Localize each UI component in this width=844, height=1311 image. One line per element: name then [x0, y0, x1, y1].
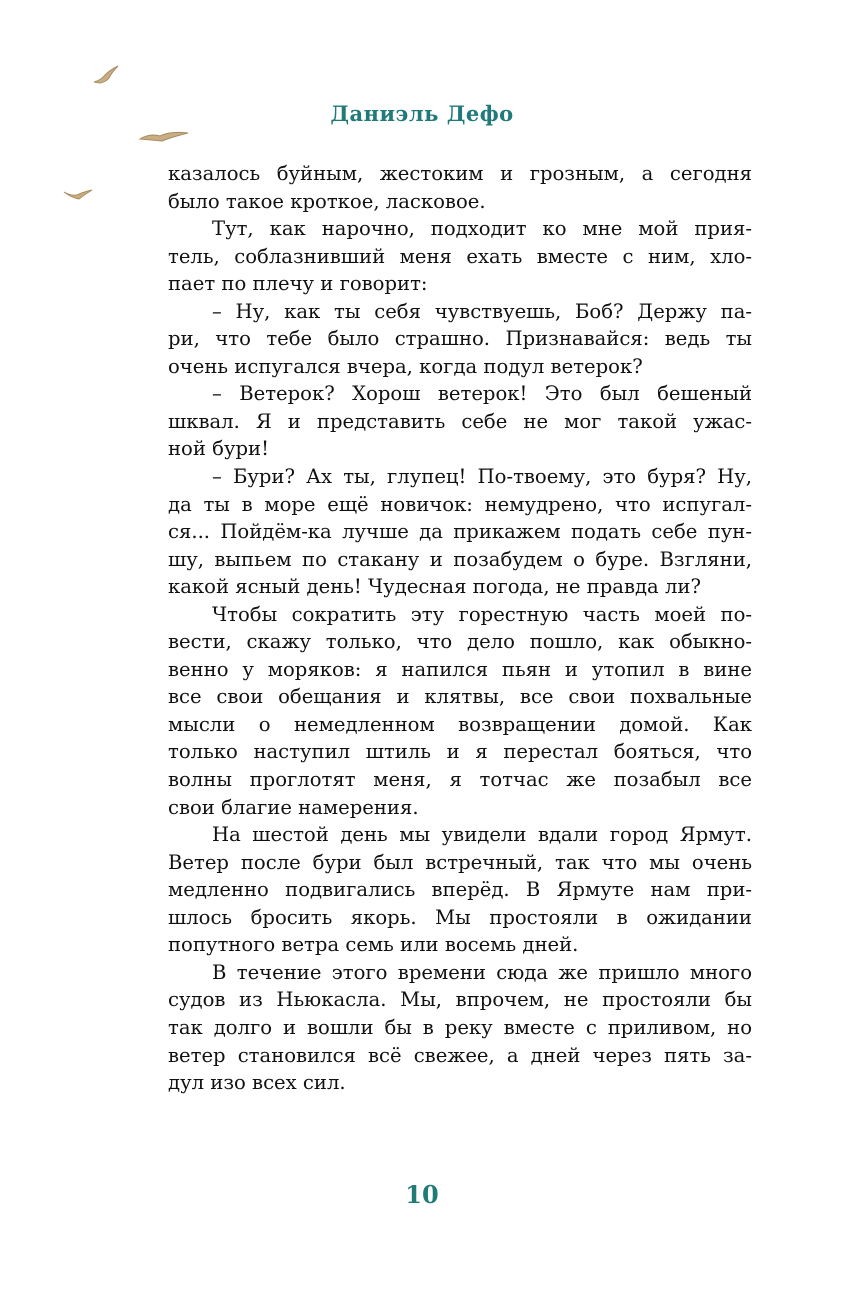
text-line: ной бури! — [168, 437, 269, 461]
text-line: все свои обещания и клятвы, все свои похвальные — [168, 685, 752, 709]
text-line: На шестой день мы увидели вдали город Ярмут. — [212, 823, 752, 847]
text-line: ветер становился всё свежее, а дней через пять за- — [168, 1043, 752, 1067]
text-line: судов из Ньюкасла. Мы, впрочем, не простояли бы — [168, 988, 752, 1012]
text-line: – Ветерок? Хорош ветерок! Это был бешеный — [212, 382, 752, 406]
text-line: мысли о немедленном возвращении домой. Как — [168, 712, 752, 736]
text-line: ри, что тебе было страшно. Признавайся: ведь ты — [168, 327, 752, 351]
text-line: какой ясный день! Чудесная погода, не правда ли? — [168, 575, 701, 599]
text-line: – Бури? Ах ты, глупец! По-твоему, это буря? Ну, — [212, 465, 752, 489]
text-line: казалось буйным, жестоким и грозным, а сегодня — [168, 162, 752, 185]
text-line: шквал. Я и представить себе не мог такой ужас- — [168, 409, 752, 433]
text-line: только наступил штиль и я перестал бояться, что — [168, 740, 752, 764]
body-text — [168, 160, 752, 1097]
text-line: В течение этого времени сюда же пришло много — [212, 960, 752, 984]
text-line: да ты в море ещё новичок: немудрено, что испугал- — [168, 492, 752, 516]
text-line: так долго и вошли бы в реку вместе с приливом, но — [168, 1015, 752, 1039]
text-line: Тут, как нарочно, подходит ко мне мой прия- — [212, 217, 752, 241]
text-line: ся... Пойдём-ка лучше да прикажем подать себе пун- — [168, 520, 752, 544]
text-line: шу, выпьем по стакану и позабудем о буре. Взгляни, — [168, 547, 752, 571]
seagull-icon — [140, 132, 188, 141]
text-line: медленно подвигались вперёд. В Ярмуте нам при- — [168, 878, 752, 902]
text-line: дул изо всех сил. — [168, 1071, 346, 1095]
text-line: пает по плечу и говорит: — [168, 272, 428, 296]
text-line: было такое кроткое, ласковое. — [168, 189, 486, 213]
text-line: Чтобы сократить эту горестную часть моей по- — [212, 602, 752, 626]
running-header-author: Даниэль Дефо — [330, 101, 514, 126]
text-line: волны проглотят меня, я тотчас же позабыл все — [168, 768, 752, 792]
seagull-icon — [64, 190, 92, 199]
text-line: тель, соблазнивший меня ехать вместе с ним, хло- — [168, 244, 752, 268]
text-line: шлось бросить якорь. Мы простояли в ожидании — [168, 905, 752, 929]
text-line: – Ну, как ты себя чувствуешь, Боб? Держу па- — [212, 299, 752, 323]
text-line: попутного ветра семь или восемь дней. — [168, 933, 579, 957]
page-number: 10 — [405, 1180, 439, 1209]
text-line: венно у моряков: я напился пьян и утопил в вине — [168, 657, 752, 681]
seagull-icon — [94, 66, 118, 83]
text-line: очень испугался вчера, когда подул ветерок? — [168, 354, 643, 378]
text-line: вести, скажу только, что дело пошло, как обыкно- — [168, 630, 752, 654]
text-line: Ветер после бури был встречный, так что мы очень — [168, 850, 752, 874]
text-line: свои благие намерения. — [168, 795, 419, 819]
